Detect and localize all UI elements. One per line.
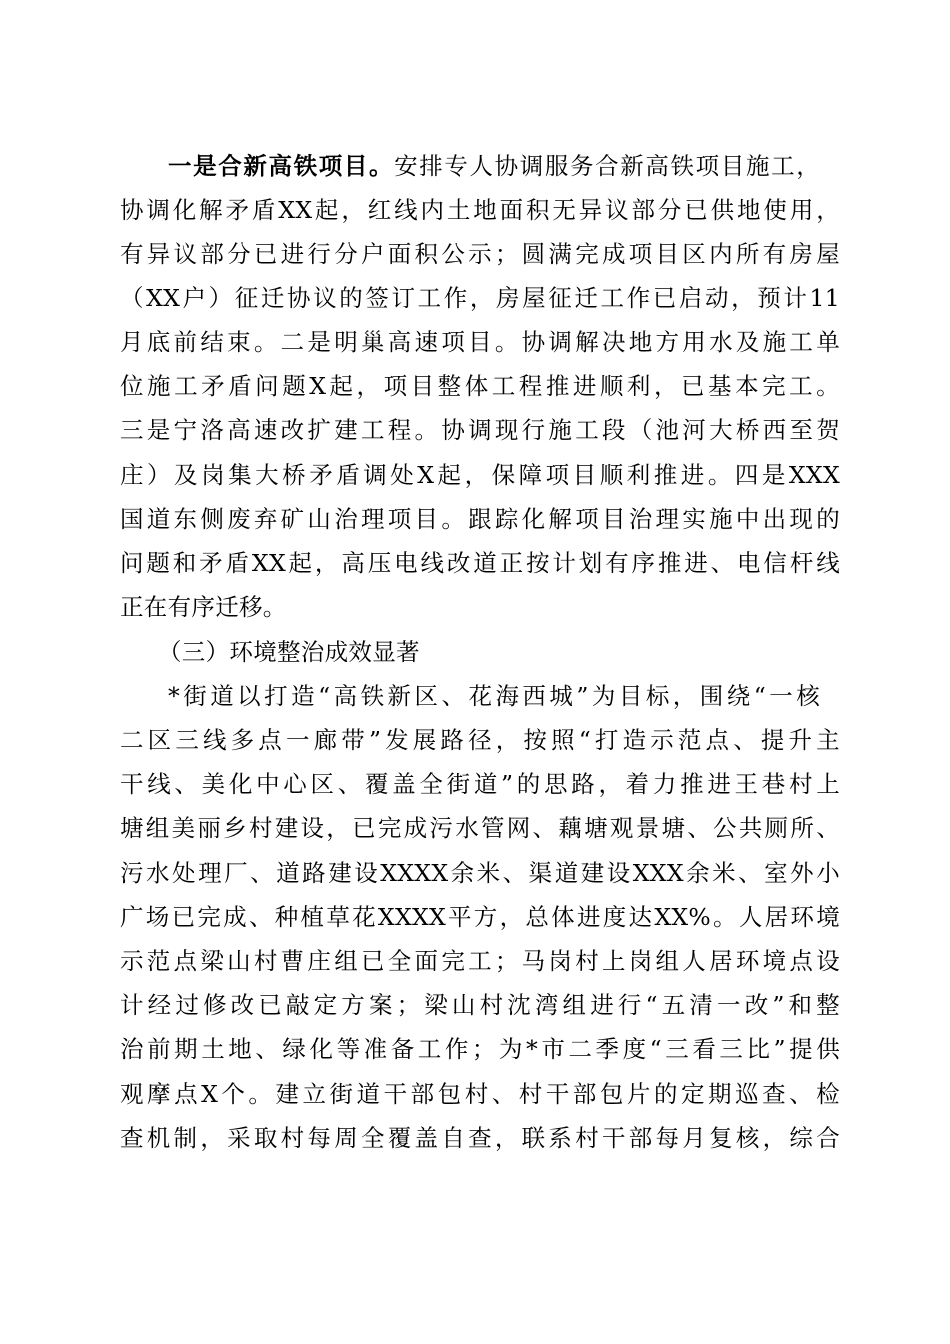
- paragraph-1-line-6: 位施工矛盾问题X起，项目整体工程推进顺利，已基本完工。: [120, 372, 840, 400]
- paragraph-2-line-11: 查机制，采取村每周全覆盖自查，联系村干部每月复核，综合: [120, 1124, 840, 1152]
- paragraph-1-line-9: 国道东侧废弃矿山治理项目。跟踪化解项目治理实施中出现的: [120, 505, 840, 533]
- paragraph-2-line-1: *街道以打造“高铁新区、花海西城”为目标，围绕“一核: [168, 682, 820, 710]
- paragraph-1-line-2: 协调化解矛盾XX起，红线内土地面积无异议部分已供地使用，: [120, 196, 840, 224]
- paragraph-2-line-3: 干线、美化中心区、覆盖全街道”的思路，着力推进王巷村上: [120, 770, 840, 798]
- paragraph-1-line-8: 庄）及岗集大桥矛盾调处X起，保障项目顺利推进。四是XXX: [120, 461, 840, 489]
- paragraph-2-line-6: 广场已完成、种植草花XXXX平方，总体进度达XX%。人居环境: [120, 903, 840, 931]
- paragraph-1-line-5: 月底前结束。二是明巢高速项目。协调解决地方用水及施工单: [120, 328, 840, 356]
- paragraph-1-line-1-text: 安排专人协调服务合新高铁项目施工，: [394, 152, 820, 180]
- paragraph-1-line-4: （XX户）征迁协议的签订工作，房屋征迁工作已启动，预计11: [120, 284, 840, 312]
- paragraph-2-line-5: 污水处理厂、道路建设XXXX余米、渠道建设XXX余米、室外小: [120, 859, 840, 887]
- paragraph-2-line-2: 二区三线多点一廊带”发展路径，按照“打造示范点、提升主: [120, 726, 840, 754]
- paragraph-1-line-11: 正在有序迁移。: [120, 593, 287, 621]
- paragraph-2-line-10: 观摩点X个。建立街道干部包村、村干部包片的定期巡查、检: [120, 1080, 840, 1108]
- paragraph-1-line-3: 有异议部分已进行分户面积公示；圆满完成项目区内所有房屋: [120, 240, 840, 268]
- paragraph-2-line-7: 示范点梁山村曹庄组已全面完工；马岗村上岗组人居环境点设: [120, 947, 840, 975]
- paragraph-2-line-8: 计经过修改已敲定方案；梁山村沈湾组进行“五清一改”和整: [120, 991, 840, 1019]
- paragraph-2-line-9: 治前期土地、绿化等准备工作；为*市二季度“三看三比”提供: [120, 1035, 840, 1063]
- section-heading: （三）环境整治成效显著: [158, 638, 420, 666]
- paragraph-2-line-4: 塘组美丽乡村建设，已完成污水管网、藕塘观景塘、公共厕所、: [120, 814, 840, 842]
- paragraph-1-line-10: 问题和矛盾XX起，高压电线改道正按计划有序推进、电信杆线: [120, 549, 840, 577]
- paragraph-1-bold-lead: 一是合新高铁项目。: [168, 152, 395, 180]
- paragraph-1-line-7: 三是宁洛高速改扩建工程。协调现行施工段（池河大桥西至贺: [120, 416, 840, 444]
